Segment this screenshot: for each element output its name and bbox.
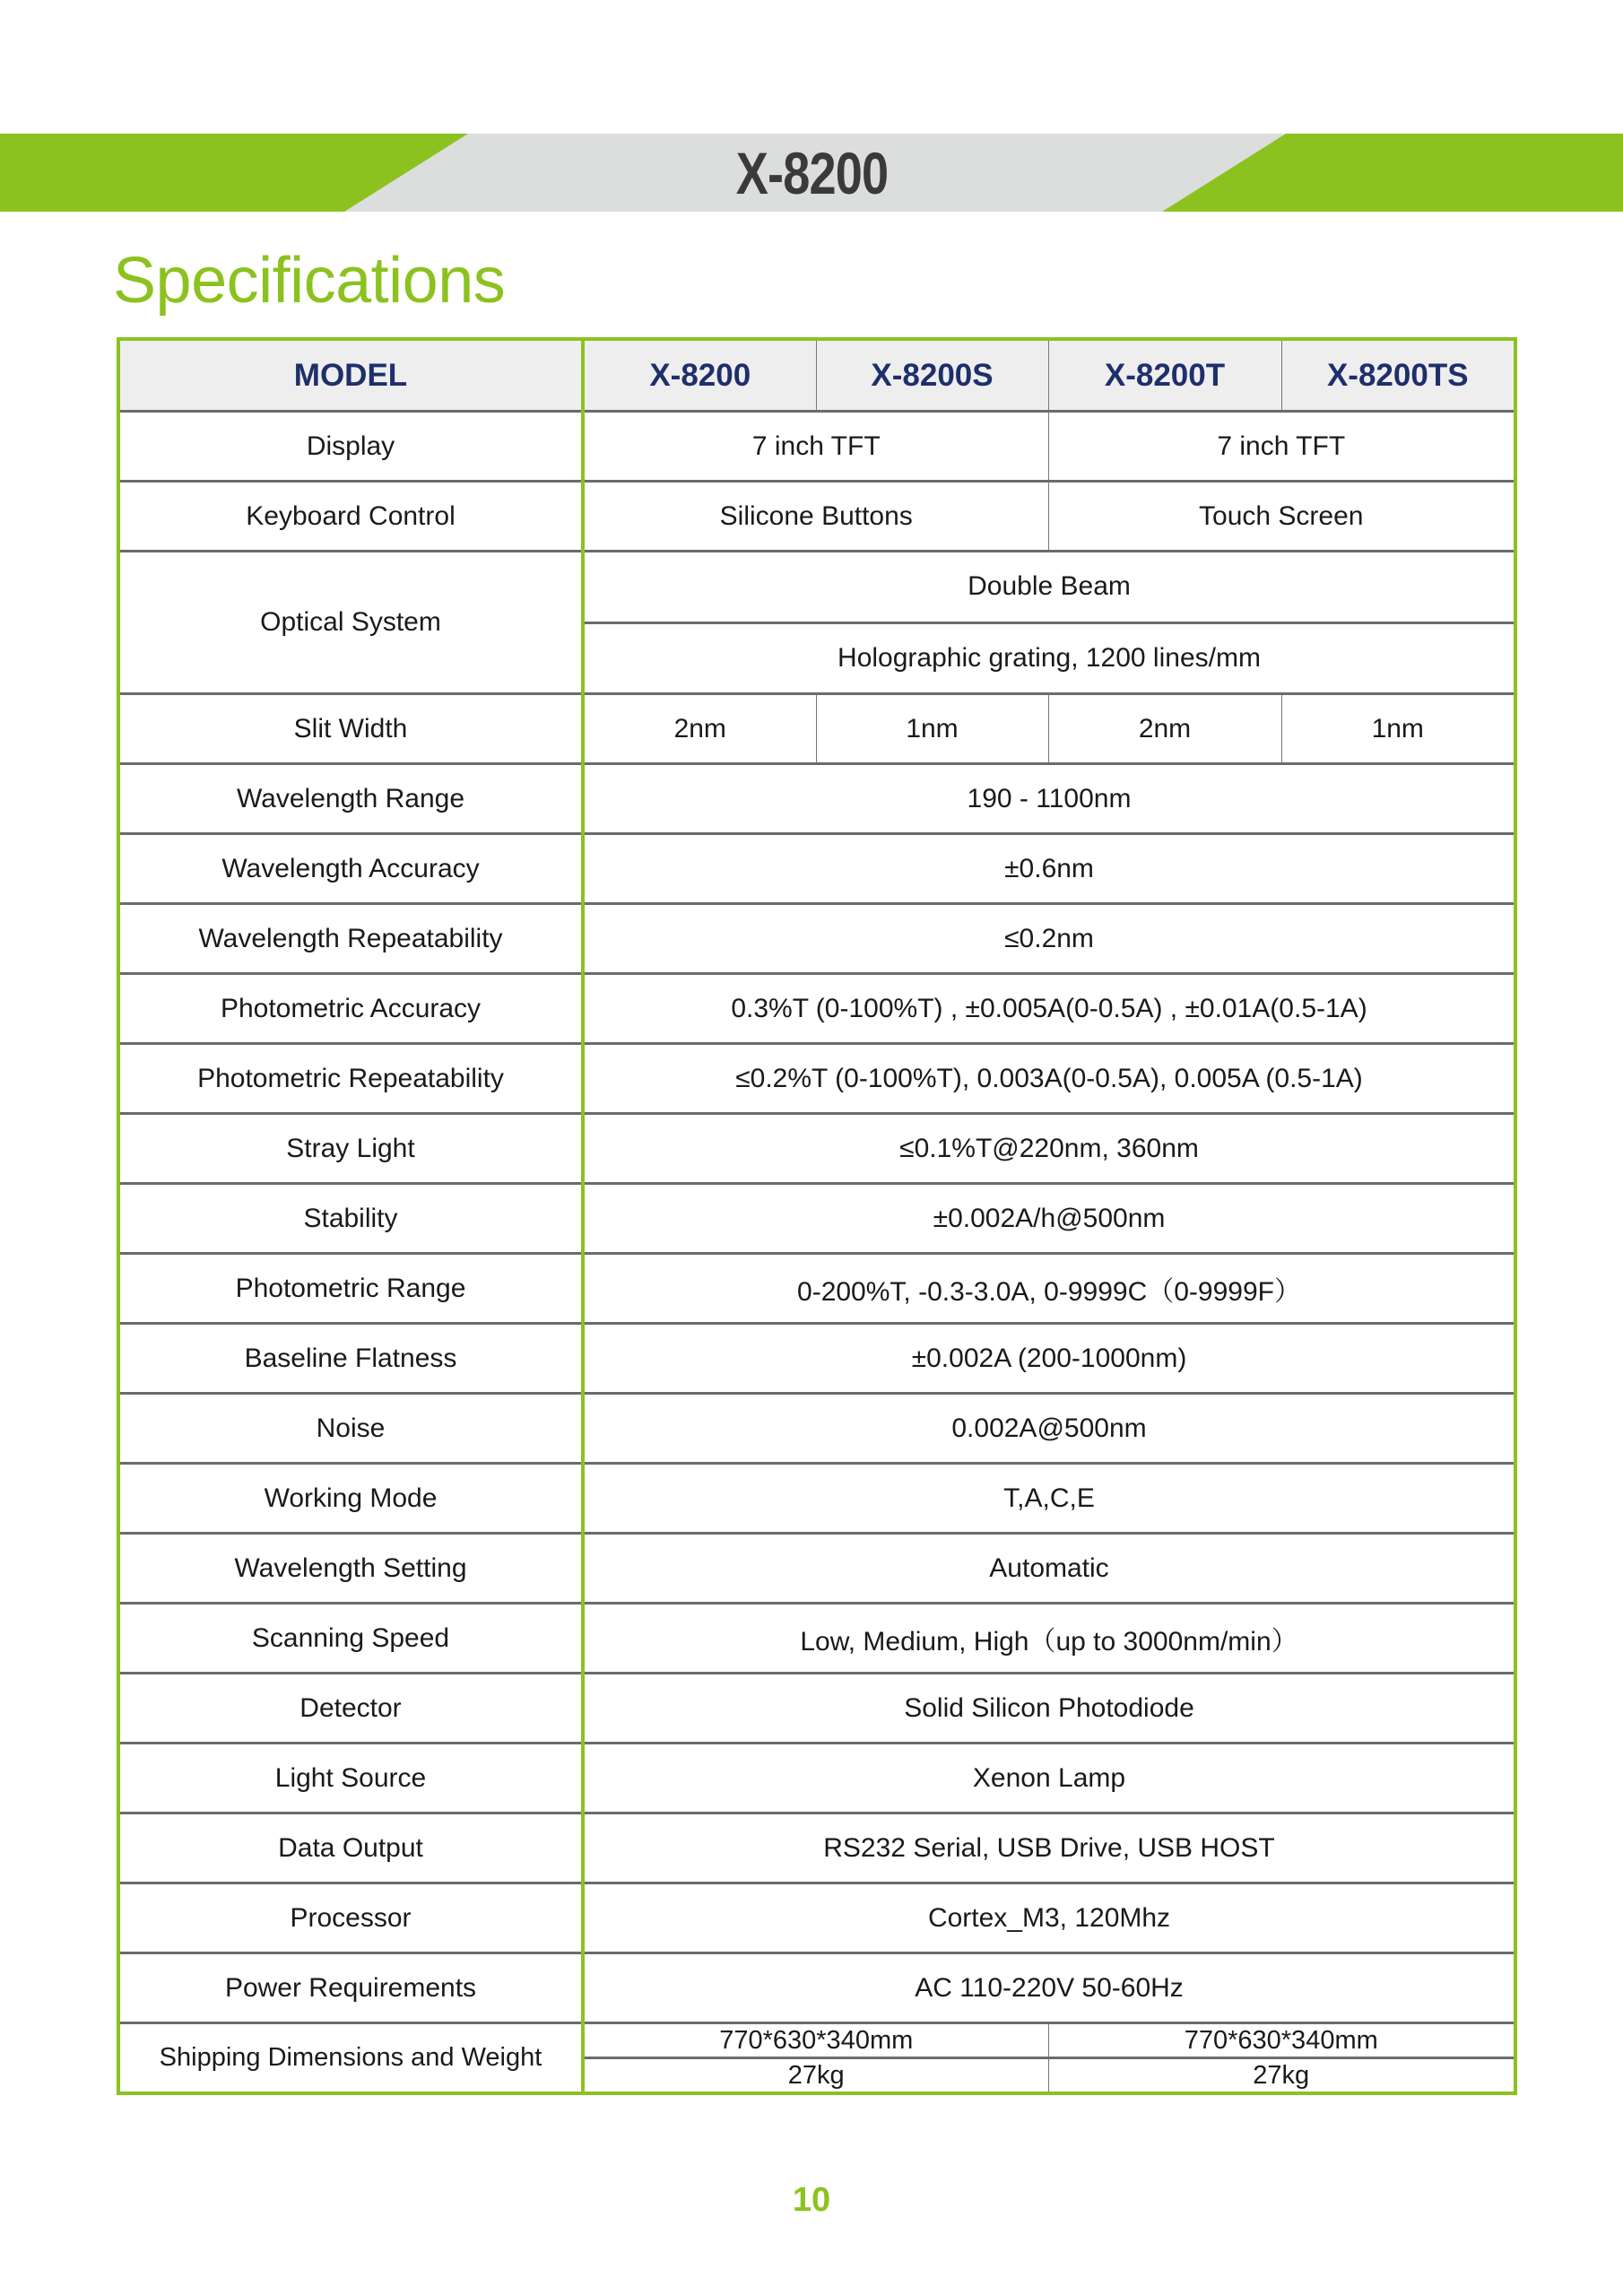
row-value: Automatic xyxy=(583,1534,1515,1604)
row-value: ≤0.2nm xyxy=(583,904,1515,974)
table-row-data-output xyxy=(118,1813,1515,1883)
page-number: 10 xyxy=(792,2181,831,2219)
row-value: ±0.6nm xyxy=(583,834,1515,904)
row-label: Slit Width xyxy=(118,694,583,764)
table-row-detector xyxy=(118,1674,1515,1744)
row-value: 7 inch TFT xyxy=(583,412,1048,482)
column-header-x-8200t: X-8200T xyxy=(1048,339,1281,412)
row-value: 27kg xyxy=(1048,2058,1515,2094)
column-header-model: MODEL xyxy=(118,339,583,412)
row-value: 7 inch TFT xyxy=(1048,412,1515,482)
table-header-row xyxy=(118,339,1515,412)
table-row-working-mode xyxy=(118,1464,1515,1534)
row-value: ≤0.2%T (0-100%T), 0.003A(0-0.5A), 0.005A (0.5-1A) xyxy=(583,1044,1515,1114)
table-row-power-requirements xyxy=(118,1953,1515,2023)
row-label: Processor xyxy=(118,1883,583,1953)
row-label: Wavelength Repeatability xyxy=(118,904,583,974)
row-value: 0.3%T (0-100%T) , ±0.005A(0-0.5A) , ±0.01A(0.5-1A) xyxy=(583,974,1515,1044)
row-label: Keyboard Control xyxy=(118,482,583,552)
row-label: Photometric Range xyxy=(118,1254,583,1324)
table-row-wavelength-setting xyxy=(118,1534,1515,1604)
row-value: AC 110-220V 50-60Hz xyxy=(583,1953,1515,2023)
row-value: 2nm xyxy=(1048,694,1281,764)
table-row-photometric-repeatability xyxy=(118,1044,1515,1114)
page-title: Specifications xyxy=(113,245,506,317)
row-value: 2nm xyxy=(583,694,816,764)
row-value: 27kg xyxy=(583,2058,1048,2094)
row-label: Light Source xyxy=(118,1744,583,1813)
row-label: Shipping Dimensions and Weight xyxy=(118,2023,583,2094)
row-value: Double Beam xyxy=(583,552,1515,623)
row-value: 0-200%T, -0.3-3.0A, 0-9999C（0-9999F） xyxy=(583,1254,1515,1324)
row-value: Touch Screen xyxy=(1048,482,1515,552)
row-label: Power Requirements xyxy=(118,1953,583,2023)
specifications-table xyxy=(117,337,1517,2095)
table-row-photometric-range xyxy=(118,1254,1515,1324)
row-value: ±0.002A (200-1000nm) xyxy=(583,1324,1515,1394)
table-row-slit-width xyxy=(118,694,1515,764)
row-label: Noise xyxy=(118,1394,583,1464)
row-value: T,A,C,E xyxy=(583,1464,1515,1534)
column-header-x-8200: X-8200 xyxy=(583,339,816,412)
row-value: 0.002A@500nm xyxy=(583,1394,1515,1464)
row-value: 770*630*340mm xyxy=(583,2023,1048,2058)
row-value: ±0.002A/h@500nm xyxy=(583,1184,1515,1254)
row-label: Photometric Repeatability xyxy=(118,1044,583,1114)
row-value: Low, Medium, High（up to 3000nm/min） xyxy=(583,1604,1515,1674)
row-label: Scanning Speed xyxy=(118,1604,583,1674)
row-label: Photometric Accuracy xyxy=(118,974,583,1044)
table-row-display xyxy=(118,412,1515,482)
row-value: ≤0.1%T@220nm, 360nm xyxy=(583,1114,1515,1184)
row-value: Cortex_M3, 120Mhz xyxy=(583,1883,1515,1953)
row-value: Solid Silicon Photodiode xyxy=(583,1674,1515,1744)
row-label: Working Mode xyxy=(118,1464,583,1534)
table-row-wavelength-range xyxy=(118,764,1515,834)
row-label: Baseline Flatness xyxy=(118,1324,583,1394)
table-row-optical-system xyxy=(118,552,1515,623)
row-label: Detector xyxy=(118,1674,583,1744)
row-label: Optical System xyxy=(118,552,583,694)
row-value: Holographic grating, 1200 lines/mm xyxy=(583,622,1515,694)
column-header-x-8200ts: X-8200TS xyxy=(1281,339,1515,412)
banner-title: X-8200 xyxy=(735,139,889,206)
row-value: RS232 Serial, USB Drive, USB HOST xyxy=(583,1813,1515,1883)
row-value: 1nm xyxy=(1281,694,1515,764)
table-row-baseline-flatness xyxy=(118,1324,1515,1394)
table-row-stray-light xyxy=(118,1114,1515,1184)
row-label: Wavelength Accuracy xyxy=(118,834,583,904)
table-row-light-source xyxy=(118,1744,1515,1813)
table-row-noise xyxy=(118,1394,1515,1464)
row-label: Data Output xyxy=(118,1813,583,1883)
table-row-scanning-speed xyxy=(118,1604,1515,1674)
table-row-stability xyxy=(118,1184,1515,1254)
column-header-x-8200s: X-8200S xyxy=(816,339,1048,412)
row-label: Display xyxy=(118,412,583,482)
table-row-wavelength-repeatability xyxy=(118,904,1515,974)
table-row-processor xyxy=(118,1883,1515,1953)
row-label: Wavelength Range xyxy=(118,764,583,834)
table-row-shipping-dimensions xyxy=(118,2023,1515,2058)
row-value: 1nm xyxy=(816,694,1048,764)
row-value: 190 - 1100nm xyxy=(583,764,1515,834)
row-value: Xenon Lamp xyxy=(583,1744,1515,1813)
row-label: Stray Light xyxy=(118,1114,583,1184)
row-label: Wavelength Setting xyxy=(118,1534,583,1604)
table-row-wavelength-accuracy xyxy=(118,834,1515,904)
row-label: Stability xyxy=(118,1184,583,1254)
header-banner xyxy=(0,134,1623,212)
row-value: 770*630*340mm xyxy=(1048,2023,1515,2058)
row-value: Silicone Buttons xyxy=(583,482,1048,552)
table-row-photometric-accuracy xyxy=(118,974,1515,1044)
table-row-keyboard-control xyxy=(118,482,1515,552)
